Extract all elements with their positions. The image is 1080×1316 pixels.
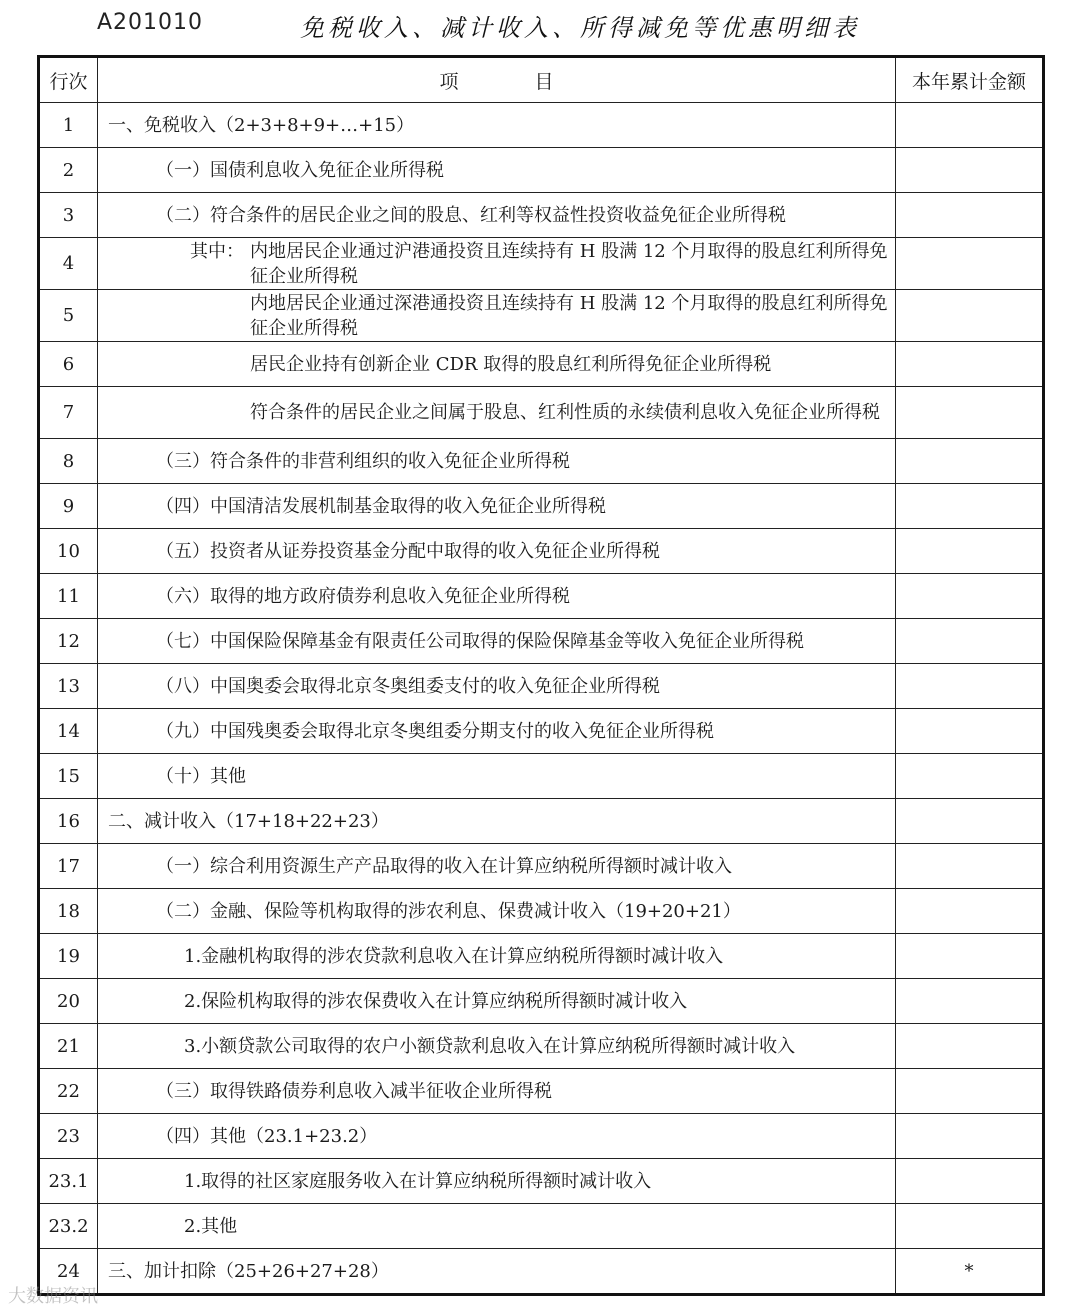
amount-cell[interactable] — [896, 889, 1044, 934]
amount-cell[interactable] — [896, 342, 1044, 387]
column-header-line-no: 行次 — [39, 57, 98, 103]
line-number: 10 — [39, 529, 98, 574]
item-text: 内地居民企业通过沪港通投资且连续持有 H 股满 12 个月取得的股息红利所得免征企业所得税 — [250, 240, 888, 287]
item-label: 符合条件的居民企业之间属于股息、红利性质的永续债利息收入免征企业所得税 — [98, 387, 896, 439]
item-label: （七）中国保险保障基金有限责任公司取得的保险保障基金等收入免征企业所得税 — [98, 619, 896, 664]
line-number: 20 — [39, 979, 98, 1024]
item-label: （二）金融、保险等机构取得的涉农利息、保费减计收入（19+20+21） — [98, 889, 896, 934]
table-row — [39, 439, 1044, 484]
item-label: 1.取得的社区家庭服务收入在计算应纳税所得额时减计收入 — [98, 1159, 896, 1204]
line-number: 23.2 — [39, 1204, 98, 1249]
amount-cell[interactable] — [896, 290, 1044, 342]
item-label: 2.保险机构取得的涉农保费收入在计算应纳税所得额时减计收入 — [98, 979, 896, 1024]
amount-cell[interactable] — [896, 1204, 1044, 1249]
item-label: （三）取得铁路债券利息收入减半征收企业所得税 — [98, 1069, 896, 1114]
table-row — [39, 290, 1044, 342]
line-number: 16 — [39, 799, 98, 844]
amount-cell[interactable] — [896, 238, 1044, 290]
table-row — [39, 529, 1044, 574]
table-row — [39, 979, 1044, 1024]
column-header-amount: 本年累计金额 — [896, 57, 1044, 103]
table-row — [39, 1114, 1044, 1159]
item-label: 一、免税收入（2+3+8+9+…+15） — [98, 103, 896, 148]
column-header-item: 项 目 — [98, 57, 896, 103]
item-label: 内地居民企业通过深港通投资且连续持有 H 股满 12 个月取得的股息红利所得免征企业所得税 — [98, 290, 896, 342]
amount-cell[interactable] — [896, 484, 1044, 529]
line-number: 22 — [39, 1069, 98, 1114]
amount-cell[interactable] — [896, 1114, 1044, 1159]
table-row — [39, 103, 1044, 148]
table-row — [39, 574, 1044, 619]
amount-cell[interactable] — [896, 193, 1044, 238]
item-label: 2.其他 — [98, 1204, 896, 1249]
amount-cell[interactable] — [896, 387, 1044, 439]
table-row — [39, 1024, 1044, 1069]
table-row — [39, 1249, 1044, 1295]
amount-cell[interactable] — [896, 1069, 1044, 1114]
amount-cell[interactable] — [896, 529, 1044, 574]
amount-cell[interactable] — [896, 664, 1044, 709]
item-label: 三、加计扣除（25+26+27+28） — [98, 1249, 896, 1295]
line-number: 3 — [39, 193, 98, 238]
amount-cell[interactable] — [896, 439, 1044, 484]
table-row — [39, 619, 1044, 664]
line-number: 12 — [39, 619, 98, 664]
line-number: 6 — [39, 342, 98, 387]
line-number: 17 — [39, 844, 98, 889]
item-label: （四）其他（23.1+23.2） — [98, 1114, 896, 1159]
table-row — [39, 148, 1044, 193]
line-number: 24 — [39, 1249, 98, 1295]
amount-cell[interactable] — [896, 799, 1044, 844]
amount-cell[interactable] — [896, 619, 1044, 664]
form-title: 免税收入、减计收入、所得减免等优惠明细表 — [300, 14, 860, 42]
detail-table — [37, 55, 1045, 1296]
table-row — [39, 484, 1044, 529]
line-number: 13 — [39, 664, 98, 709]
line-number: 1 — [39, 103, 98, 148]
item-label: （一）综合利用资源生产产品取得的收入在计算应纳税所得额时减计收入 — [98, 844, 896, 889]
amount-cell[interactable] — [896, 1159, 1044, 1204]
item-label: （八）中国奥委会取得北京冬奥组委支付的收入免征企业所得税 — [98, 664, 896, 709]
item-label: 1.金融机构取得的涉农贷款利息收入在计算应纳税所得额时减计收入 — [98, 934, 896, 979]
item-label: （三）符合条件的非营利组织的收入免征企业所得税 — [98, 439, 896, 484]
table-row — [39, 1069, 1044, 1114]
table-row — [39, 387, 1044, 439]
table-header-row — [39, 57, 1044, 103]
table-row — [39, 193, 1044, 238]
item-label: （四）中国清洁发展机制基金取得的收入免征企业所得税 — [98, 484, 896, 529]
line-number: 23 — [39, 1114, 98, 1159]
amount-cell: * — [896, 1249, 1044, 1295]
amount-cell[interactable] — [896, 709, 1044, 754]
table-row — [39, 709, 1044, 754]
line-number: 2 — [39, 148, 98, 193]
table-row — [39, 1159, 1044, 1204]
item-label: （十）其他 — [98, 754, 896, 799]
line-number: 21 — [39, 1024, 98, 1069]
table-row — [39, 799, 1044, 844]
item-label: 3.小额贷款公司取得的农户小额贷款利息收入在计算应纳税所得额时减计收入 — [98, 1024, 896, 1069]
line-number: 11 — [39, 574, 98, 619]
item-label: （一）国债利息收入免征企业所得税 — [98, 148, 896, 193]
table-row — [39, 844, 1044, 889]
table-row — [39, 1204, 1044, 1249]
amount-cell[interactable] — [896, 574, 1044, 619]
line-number: 4 — [39, 238, 98, 290]
line-number: 9 — [39, 484, 98, 529]
line-number: 5 — [39, 290, 98, 342]
line-number: 23.1 — [39, 1159, 98, 1204]
item-label: （九）中国残奥委会取得北京冬奥组委分期支付的收入免征企业所得税 — [98, 709, 896, 754]
amount-cell[interactable] — [896, 148, 1044, 193]
item-label — [98, 238, 896, 290]
table-row — [39, 934, 1044, 979]
amount-cell[interactable] — [896, 979, 1044, 1024]
line-number: 8 — [39, 439, 98, 484]
item-label: （二）符合条件的居民企业之间的股息、红利等权益性投资收益免征企业所得税 — [98, 193, 896, 238]
item-label: （五）投资者从证券投资基金分配中取得的收入免征企业所得税 — [98, 529, 896, 574]
amount-cell[interactable] — [896, 1024, 1044, 1069]
line-number: 19 — [39, 934, 98, 979]
amount-cell[interactable] — [896, 754, 1044, 799]
item-prefix: 其中： — [190, 240, 244, 262]
item-label: 二、减计收入（17+18+22+23） — [98, 799, 896, 844]
amount-cell[interactable] — [896, 844, 1044, 889]
table-row — [39, 342, 1044, 387]
watermark: 大数据资讯 — [8, 1286, 98, 1307]
amount-cell[interactable] — [896, 103, 1044, 148]
table-row — [39, 664, 1044, 709]
line-number: 18 — [39, 889, 98, 934]
line-number: 14 — [39, 709, 98, 754]
amount-cell[interactable] — [896, 934, 1044, 979]
item-label: （六）取得的地方政府债券利息收入免征企业所得税 — [98, 574, 896, 619]
form-code: A201010 — [97, 10, 204, 35]
table-row — [39, 889, 1044, 934]
table-row — [39, 754, 1044, 799]
line-number: 7 — [39, 387, 98, 439]
item-label: 居民企业持有创新企业 CDR 取得的股息红利所得免征企业所得税 — [98, 342, 896, 387]
line-number: 15 — [39, 754, 98, 799]
table-row — [39, 238, 1044, 290]
